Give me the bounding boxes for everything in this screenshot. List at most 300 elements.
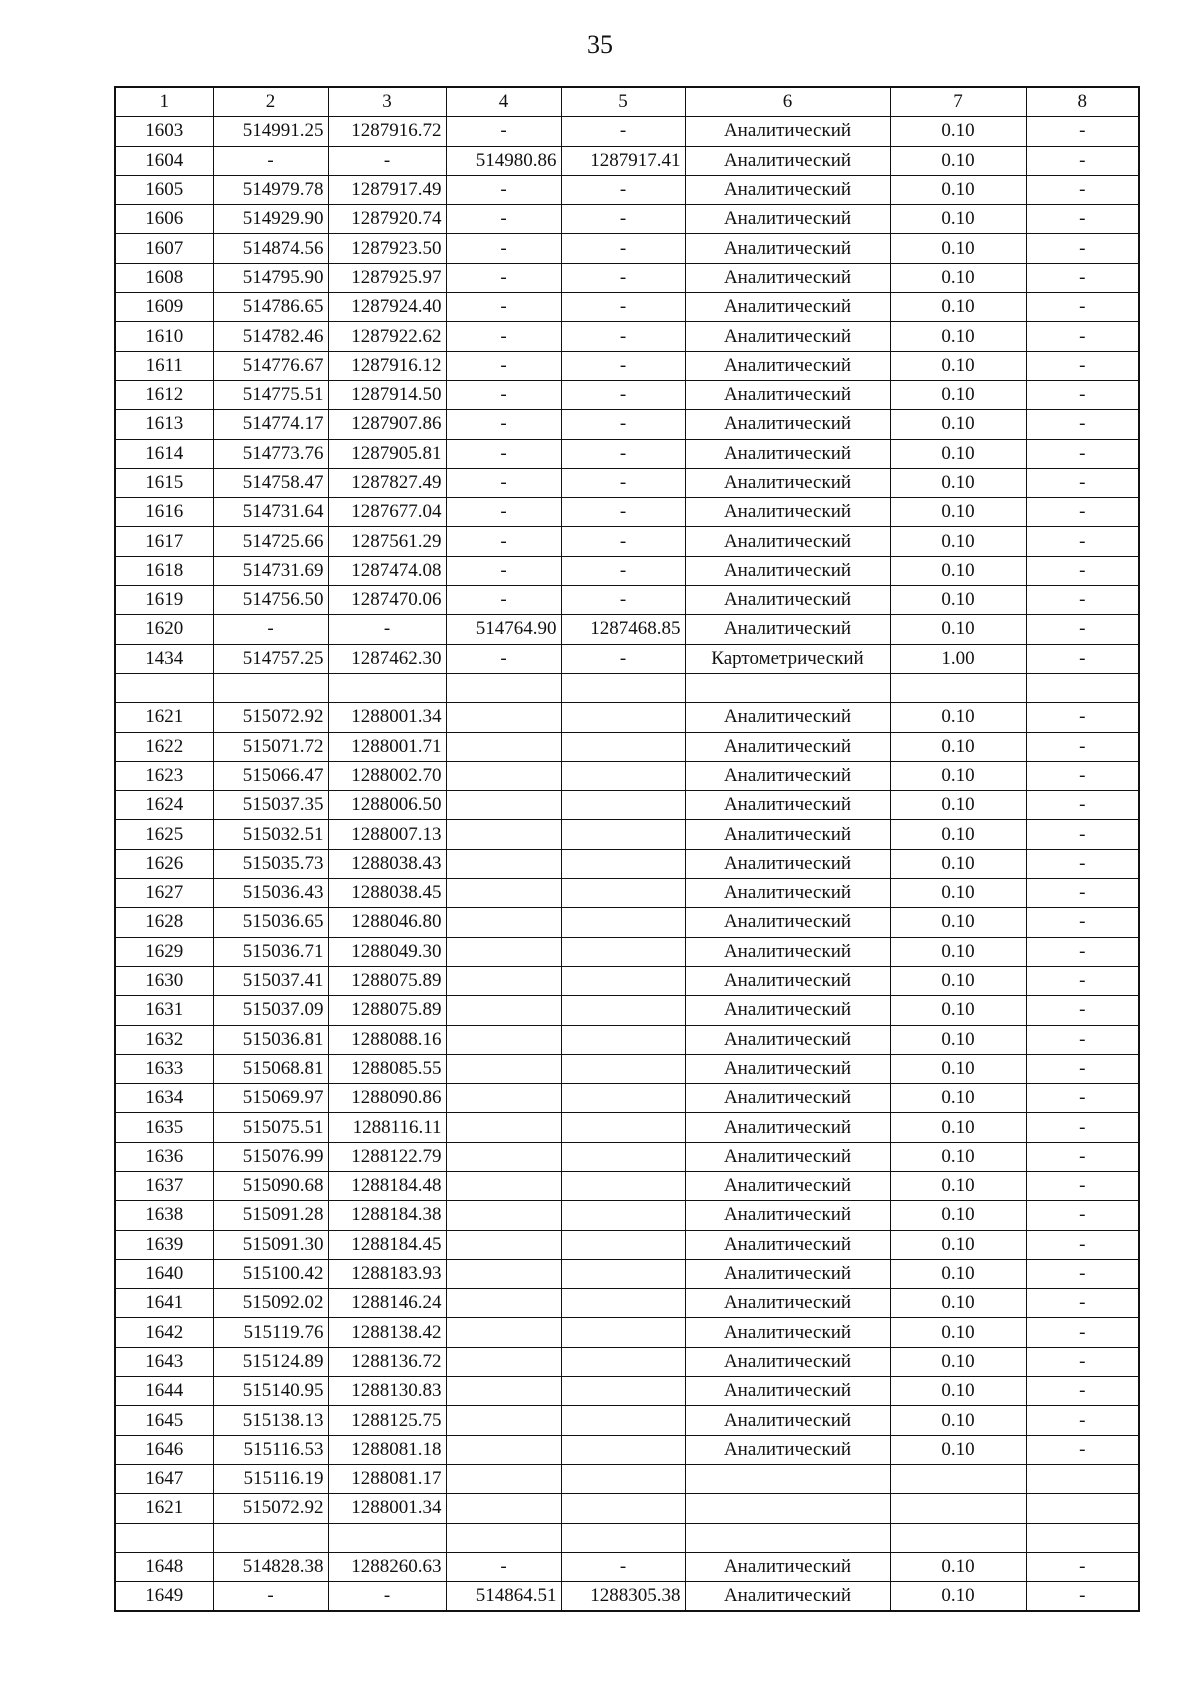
table-row [115, 439, 1139, 468]
table-row [115, 996, 1139, 1025]
cell-accuracy: 0.10 [890, 849, 1026, 878]
cell-y-coord: 1287470.06 [328, 586, 446, 615]
cell-accuracy: 1.00 [890, 644, 1026, 673]
cell-y-coord: 1288130.83 [328, 1377, 446, 1406]
cell-note: - [1026, 117, 1139, 146]
cell-y-coord: 1288049.30 [328, 937, 446, 966]
cell-method: Аналитический [685, 703, 890, 732]
table-body [115, 87, 1139, 1611]
cell-y-coord: 1288184.48 [328, 1171, 446, 1200]
cell-point-number: 1640 [115, 1259, 213, 1288]
cell-y-coord-alt [561, 791, 685, 820]
cell-y-coord: 1287474.08 [328, 556, 446, 585]
table-row [115, 908, 1139, 937]
cell-point-number: 1434 [115, 644, 213, 673]
cell-x-coord: 514786.65 [213, 293, 328, 322]
cell-x-coord: 514991.25 [213, 117, 328, 146]
cell-y-coord: 1287917.49 [328, 175, 446, 204]
cell-x-coord-alt: - [446, 586, 561, 615]
cell-point-number: 1643 [115, 1347, 213, 1376]
cell-x-coord-alt [446, 1054, 561, 1083]
page-number: 35 [587, 30, 613, 59]
cell-y-coord-alt [561, 1523, 685, 1552]
cell-y-coord: 1287827.49 [328, 468, 446, 497]
table-row [115, 1113, 1139, 1142]
cell-y-coord-alt: - [561, 527, 685, 556]
cell-point-number: 1608 [115, 263, 213, 292]
cell-y-coord: 1288007.13 [328, 820, 446, 849]
cell-accuracy [890, 1523, 1026, 1552]
cell-point-number: 1606 [115, 205, 213, 234]
table-row [115, 1054, 1139, 1083]
cell-note: - [1026, 908, 1139, 937]
cell-y-coord-alt: - [561, 205, 685, 234]
table-row [115, 1025, 1139, 1054]
cell-y-coord-alt [561, 820, 685, 849]
cell-y-coord: 1287677.04 [328, 498, 446, 527]
cell-x-coord: 515032.51 [213, 820, 328, 849]
cell-method: Аналитический [685, 1435, 890, 1464]
cell-y-coord-alt: - [561, 439, 685, 468]
cell-y-coord-alt [561, 1494, 685, 1523]
table-row [115, 761, 1139, 790]
cell-method: Аналитический [685, 615, 890, 644]
table-row [115, 380, 1139, 409]
cell-x-coord-alt: - [446, 527, 561, 556]
cell-y-coord: 1288001.34 [328, 703, 446, 732]
cell-point-number: 1607 [115, 234, 213, 263]
cell-x-coord-alt [446, 1406, 561, 1435]
cell-y-coord: 1288088.16 [328, 1025, 446, 1054]
cell-y-coord-alt [561, 1318, 685, 1347]
table-row [115, 556, 1139, 585]
cell-method: Аналитический [685, 908, 890, 937]
header-cell-4: 4 [446, 87, 561, 117]
cell-point-number: 1616 [115, 498, 213, 527]
cell-x-coord-alt: - [446, 205, 561, 234]
cell-y-coord: 1288184.38 [328, 1201, 446, 1230]
cell-y-coord: 1288081.17 [328, 1464, 446, 1493]
cell-note: - [1026, 205, 1139, 234]
cell-note: - [1026, 1318, 1139, 1347]
table-row [115, 410, 1139, 439]
cell-note: - [1026, 996, 1139, 1025]
cell-accuracy: 0.10 [890, 1054, 1026, 1083]
cell-x-coord: 514776.67 [213, 351, 328, 380]
cell-y-coord: 1287914.50 [328, 380, 446, 409]
cell-point-number: 1620 [115, 615, 213, 644]
cell-y-coord: - [328, 615, 446, 644]
cell-x-coord: 515068.81 [213, 1054, 328, 1083]
cell-method: Аналитический [685, 761, 890, 790]
cell-y-coord-alt [561, 732, 685, 761]
cell-y-coord-alt: - [561, 644, 685, 673]
cell-method: Аналитический [685, 380, 890, 409]
cell-x-coord-alt [446, 1142, 561, 1171]
cell-x-coord-alt [446, 1084, 561, 1113]
cell-point-number: 1621 [115, 703, 213, 732]
cell-y-coord [328, 1523, 446, 1552]
cell-y-coord: 1287561.29 [328, 527, 446, 556]
cell-method: Аналитический [685, 1171, 890, 1200]
table-row [115, 1552, 1139, 1581]
cell-x-coord-alt [446, 1201, 561, 1230]
cell-x-coord: 515092.02 [213, 1289, 328, 1318]
cell-x-coord-alt [446, 820, 561, 849]
cell-y-coord-alt [561, 908, 685, 937]
cell-x-coord: 515100.42 [213, 1259, 328, 1288]
cell-y-coord-alt [561, 1054, 685, 1083]
cell-method: Аналитический [685, 1406, 890, 1435]
cell-x-coord-alt [446, 1435, 561, 1464]
cell-point-number: 1642 [115, 1318, 213, 1347]
cell-x-coord: - [213, 615, 328, 644]
cell-y-coord-alt [561, 1377, 685, 1406]
cell-y-coord: 1287922.62 [328, 322, 446, 351]
cell-method: Аналитический [685, 1142, 890, 1171]
cell-x-coord: 515116.19 [213, 1464, 328, 1493]
cell-x-coord-alt: - [446, 439, 561, 468]
cell-accuracy: 0.10 [890, 1289, 1026, 1318]
cell-point-number: 1621 [115, 1494, 213, 1523]
cell-point-number: 1604 [115, 146, 213, 175]
cell-y-coord: 1288038.45 [328, 879, 446, 908]
cell-method: Аналитический [685, 820, 890, 849]
table-row [115, 1406, 1139, 1435]
table-row [115, 175, 1139, 204]
cell-accuracy: 0.10 [890, 732, 1026, 761]
cell-y-coord: 1287923.50 [328, 234, 446, 263]
cell-x-coord: 515035.73 [213, 849, 328, 878]
table-row [115, 1318, 1139, 1347]
cell-method: Аналитический [685, 556, 890, 585]
cell-y-coord: 1288136.72 [328, 1347, 446, 1376]
header-cell-8: 8 [1026, 87, 1139, 117]
cell-x-coord: 514757.25 [213, 644, 328, 673]
cell-x-coord-alt: - [446, 468, 561, 497]
cell-method: Аналитический [685, 1113, 890, 1142]
cell-method: Аналитический [685, 879, 890, 908]
cell-x-coord-alt [446, 1347, 561, 1376]
cell-note [1026, 1523, 1139, 1552]
cell-x-coord [213, 1523, 328, 1552]
cell-accuracy: 0.10 [890, 1552, 1026, 1581]
cell-y-coord-alt [561, 1259, 685, 1288]
cell-y-coord-alt [561, 1289, 685, 1318]
cell-method: Аналитический [685, 966, 890, 995]
cell-y-coord: 1288006.50 [328, 791, 446, 820]
cell-x-coord: 514795.90 [213, 263, 328, 292]
table-row [115, 791, 1139, 820]
cell-note: - [1026, 410, 1139, 439]
cell-y-coord: - [328, 146, 446, 175]
cell-y-coord-alt [561, 1230, 685, 1259]
cell-note: - [1026, 1171, 1139, 1200]
cell-x-coord-alt: - [446, 322, 561, 351]
cell-x-coord: 515037.41 [213, 966, 328, 995]
cell-method: Аналитический [685, 1347, 890, 1376]
cell-note: - [1026, 1084, 1139, 1113]
cell-note: - [1026, 439, 1139, 468]
cell-point-number: 1648 [115, 1552, 213, 1581]
cell-point-number: 1611 [115, 351, 213, 380]
cell-y-coord-alt: 1287468.85 [561, 615, 685, 644]
cell-note: - [1026, 1230, 1139, 1259]
cell-point-number: 1629 [115, 937, 213, 966]
cell-accuracy: 0.10 [890, 1084, 1026, 1113]
cell-y-coord: 1288184.45 [328, 1230, 446, 1259]
cell-method [685, 1464, 890, 1493]
cell-point-number: 1641 [115, 1289, 213, 1318]
cell-note: - [1026, 527, 1139, 556]
cell-y-coord-alt [561, 1201, 685, 1230]
cell-accuracy: 0.10 [890, 1201, 1026, 1230]
cell-note: - [1026, 351, 1139, 380]
table-row [115, 1377, 1139, 1406]
cell-x-coord-alt [446, 1377, 561, 1406]
cell-y-coord: 1288001.71 [328, 732, 446, 761]
coordinates-table [114, 86, 1140, 1612]
cell-note: - [1026, 468, 1139, 497]
cell-point-number: 1633 [115, 1054, 213, 1083]
cell-note: - [1026, 498, 1139, 527]
cell-y-coord-alt: - [561, 117, 685, 146]
table-row [115, 1289, 1139, 1318]
cell-accuracy: 0.10 [890, 1259, 1026, 1288]
cell-x-coord-alt: - [446, 234, 561, 263]
cell-method: Аналитический [685, 234, 890, 263]
cell-method: Аналитический [685, 439, 890, 468]
cell-point-number: 1623 [115, 761, 213, 790]
table-row [115, 966, 1139, 995]
cell-accuracy: 0.10 [890, 996, 1026, 1025]
cell-note: - [1026, 234, 1139, 263]
cell-note: - [1026, 1347, 1139, 1376]
cell-point-number: 1609 [115, 293, 213, 322]
table-row [115, 293, 1139, 322]
cell-point-number: 1634 [115, 1084, 213, 1113]
cell-method: Аналитический [685, 1230, 890, 1259]
cell-y-coord: 1287905.81 [328, 439, 446, 468]
separator-row [115, 1523, 1139, 1552]
cell-point-number: 1630 [115, 966, 213, 995]
cell-y-coord-alt: - [561, 351, 685, 380]
table-row [115, 1230, 1139, 1259]
cell-x-coord-alt: 514864.51 [446, 1582, 561, 1612]
cell-point-number: 1631 [115, 996, 213, 1025]
cell-x-coord-alt [446, 879, 561, 908]
cell-point-number: 1624 [115, 791, 213, 820]
cell-method: Аналитический [685, 498, 890, 527]
cell-x-coord-alt: - [446, 117, 561, 146]
cell-x-coord-alt: - [446, 410, 561, 439]
cell-point-number: 1647 [115, 1464, 213, 1493]
cell-y-coord: 1288122.79 [328, 1142, 446, 1171]
cell-x-coord-alt: - [446, 644, 561, 673]
cell-point-number: 1646 [115, 1435, 213, 1464]
cell-method: Аналитический [685, 205, 890, 234]
cell-y-coord: 1288125.75 [328, 1406, 446, 1435]
cell-x-coord-alt [446, 1318, 561, 1347]
table-row [115, 1464, 1139, 1493]
table-row [115, 937, 1139, 966]
cell-y-coord: 1288183.93 [328, 1259, 446, 1288]
cell-note: - [1026, 761, 1139, 790]
cell-point-number: 1628 [115, 908, 213, 937]
cell-accuracy: 0.10 [890, 1347, 1026, 1376]
cell-x-coord-alt [446, 996, 561, 1025]
cell-accuracy: 0.10 [890, 1406, 1026, 1435]
cell-note: - [1026, 380, 1139, 409]
cell-y-coord-alt [561, 1406, 685, 1435]
cell-method: Аналитический [685, 322, 890, 351]
cell-note: - [1026, 1552, 1139, 1581]
cell-x-coord: 515119.76 [213, 1318, 328, 1347]
cell-accuracy: 0.10 [890, 791, 1026, 820]
cell-y-coord-alt [561, 849, 685, 878]
cell-accuracy: 0.10 [890, 380, 1026, 409]
cell-x-coord-alt: - [446, 498, 561, 527]
cell-method: Аналитический [685, 1289, 890, 1318]
cell-method: Аналитический [685, 1582, 890, 1612]
cell-y-coord-alt [561, 1435, 685, 1464]
cell-note: - [1026, 644, 1139, 673]
cell-x-coord: 515037.35 [213, 791, 328, 820]
cell-x-coord-alt [446, 1523, 561, 1552]
cell-y-coord-alt: - [561, 234, 685, 263]
cell-y-coord: 1288038.43 [328, 849, 446, 878]
table-row [115, 1201, 1139, 1230]
table-row [115, 234, 1139, 263]
cell-accuracy: 0.10 [890, 966, 1026, 995]
cell-point-number: 1619 [115, 586, 213, 615]
cell-x-coord: 515075.51 [213, 1113, 328, 1142]
cell-x-coord-alt: - [446, 1552, 561, 1581]
cell-x-coord-alt [446, 1464, 561, 1493]
cell-accuracy: 0.10 [890, 498, 1026, 527]
cell-y-coord: 1288001.34 [328, 1494, 446, 1523]
cell-method: Аналитический [685, 1025, 890, 1054]
cell-point-number: 1638 [115, 1201, 213, 1230]
cell-point-number: 1618 [115, 556, 213, 585]
header-cell-3: 3 [328, 87, 446, 117]
cell-y-coord-alt: - [561, 322, 685, 351]
header-cell-2: 2 [213, 87, 328, 117]
cell-method: Аналитический [685, 1552, 890, 1581]
cell-point-number: 1636 [115, 1142, 213, 1171]
cell-note: - [1026, 1025, 1139, 1054]
table-row [115, 1084, 1139, 1113]
cell-y-coord: 1288260.63 [328, 1552, 446, 1581]
cell-y-coord: 1287925.97 [328, 263, 446, 292]
cell-note: - [1026, 1377, 1139, 1406]
table-row [115, 849, 1139, 878]
table-row [115, 1347, 1139, 1376]
cell-method: Аналитический [685, 732, 890, 761]
cell-x-coord-alt [446, 908, 561, 937]
cell-x-coord-alt: 514980.86 [446, 146, 561, 175]
cell-x-coord-alt [446, 673, 561, 702]
table-row [115, 703, 1139, 732]
separator-row [115, 673, 1139, 702]
cell-method: Аналитический [685, 586, 890, 615]
cell-x-coord: 514773.76 [213, 439, 328, 468]
cell-point-number: 1649 [115, 1582, 213, 1612]
cell-accuracy: 0.10 [890, 263, 1026, 292]
cell-accuracy: 0.10 [890, 556, 1026, 585]
cell-method: Аналитический [685, 1318, 890, 1347]
cell-method [685, 1494, 890, 1523]
table-row [115, 615, 1139, 644]
cell-note: - [1026, 293, 1139, 322]
table-row [115, 820, 1139, 849]
cell-y-coord-alt [561, 1113, 685, 1142]
cell-x-coord: 515124.89 [213, 1347, 328, 1376]
cell-note: - [1026, 1201, 1139, 1230]
cell-method: Аналитический [685, 849, 890, 878]
cell-x-coord-alt [446, 1113, 561, 1142]
cell-x-coord-alt: - [446, 293, 561, 322]
table-row [115, 1142, 1139, 1171]
cell-y-coord-alt [561, 1464, 685, 1493]
cell-y-coord-alt [561, 673, 685, 702]
cell-y-coord-alt [561, 1347, 685, 1376]
cell-accuracy: 0.10 [890, 586, 1026, 615]
table-row [115, 117, 1139, 146]
cell-x-coord: 514725.66 [213, 527, 328, 556]
header-cell-6: 6 [685, 87, 890, 117]
cell-accuracy [890, 673, 1026, 702]
cell-note: - [1026, 1406, 1139, 1435]
cell-point-number: 1645 [115, 1406, 213, 1435]
cell-y-coord-alt [561, 1084, 685, 1113]
cell-method: Аналитический [685, 117, 890, 146]
cell-note [1026, 1464, 1139, 1493]
cell-y-coord-alt: - [561, 380, 685, 409]
cell-accuracy: 0.10 [890, 1230, 1026, 1259]
cell-accuracy: 0.10 [890, 234, 1026, 263]
table-row [115, 1435, 1139, 1464]
cell-method: Аналитический [685, 263, 890, 292]
cell-x-coord-alt: - [446, 263, 561, 292]
table-row [115, 322, 1139, 351]
cell-accuracy: 0.10 [890, 703, 1026, 732]
cell-accuracy: 0.10 [890, 527, 1026, 556]
cell-note: - [1026, 175, 1139, 204]
cell-y-coord-alt: - [561, 556, 685, 585]
cell-x-coord-alt [446, 937, 561, 966]
cell-x-coord-alt [446, 1289, 561, 1318]
cell-method: Аналитический [685, 1377, 890, 1406]
cell-point-number: 1639 [115, 1230, 213, 1259]
cell-note: - [1026, 791, 1139, 820]
cell-note: - [1026, 263, 1139, 292]
cell-point-number [115, 1523, 213, 1552]
cell-y-coord-alt [561, 1171, 685, 1200]
cell-x-coord: 514775.51 [213, 380, 328, 409]
table-row [115, 146, 1139, 175]
cell-accuracy: 0.10 [890, 293, 1026, 322]
cell-x-coord-alt [446, 1230, 561, 1259]
cell-y-coord: 1287916.72 [328, 117, 446, 146]
cell-y-coord: 1288075.89 [328, 996, 446, 1025]
cell-x-coord: 514756.50 [213, 586, 328, 615]
cell-note: - [1026, 1435, 1139, 1464]
table-row [115, 527, 1139, 556]
cell-x-coord: 515036.43 [213, 879, 328, 908]
cell-y-coord: 1288075.89 [328, 966, 446, 995]
cell-method: Аналитический [685, 175, 890, 204]
